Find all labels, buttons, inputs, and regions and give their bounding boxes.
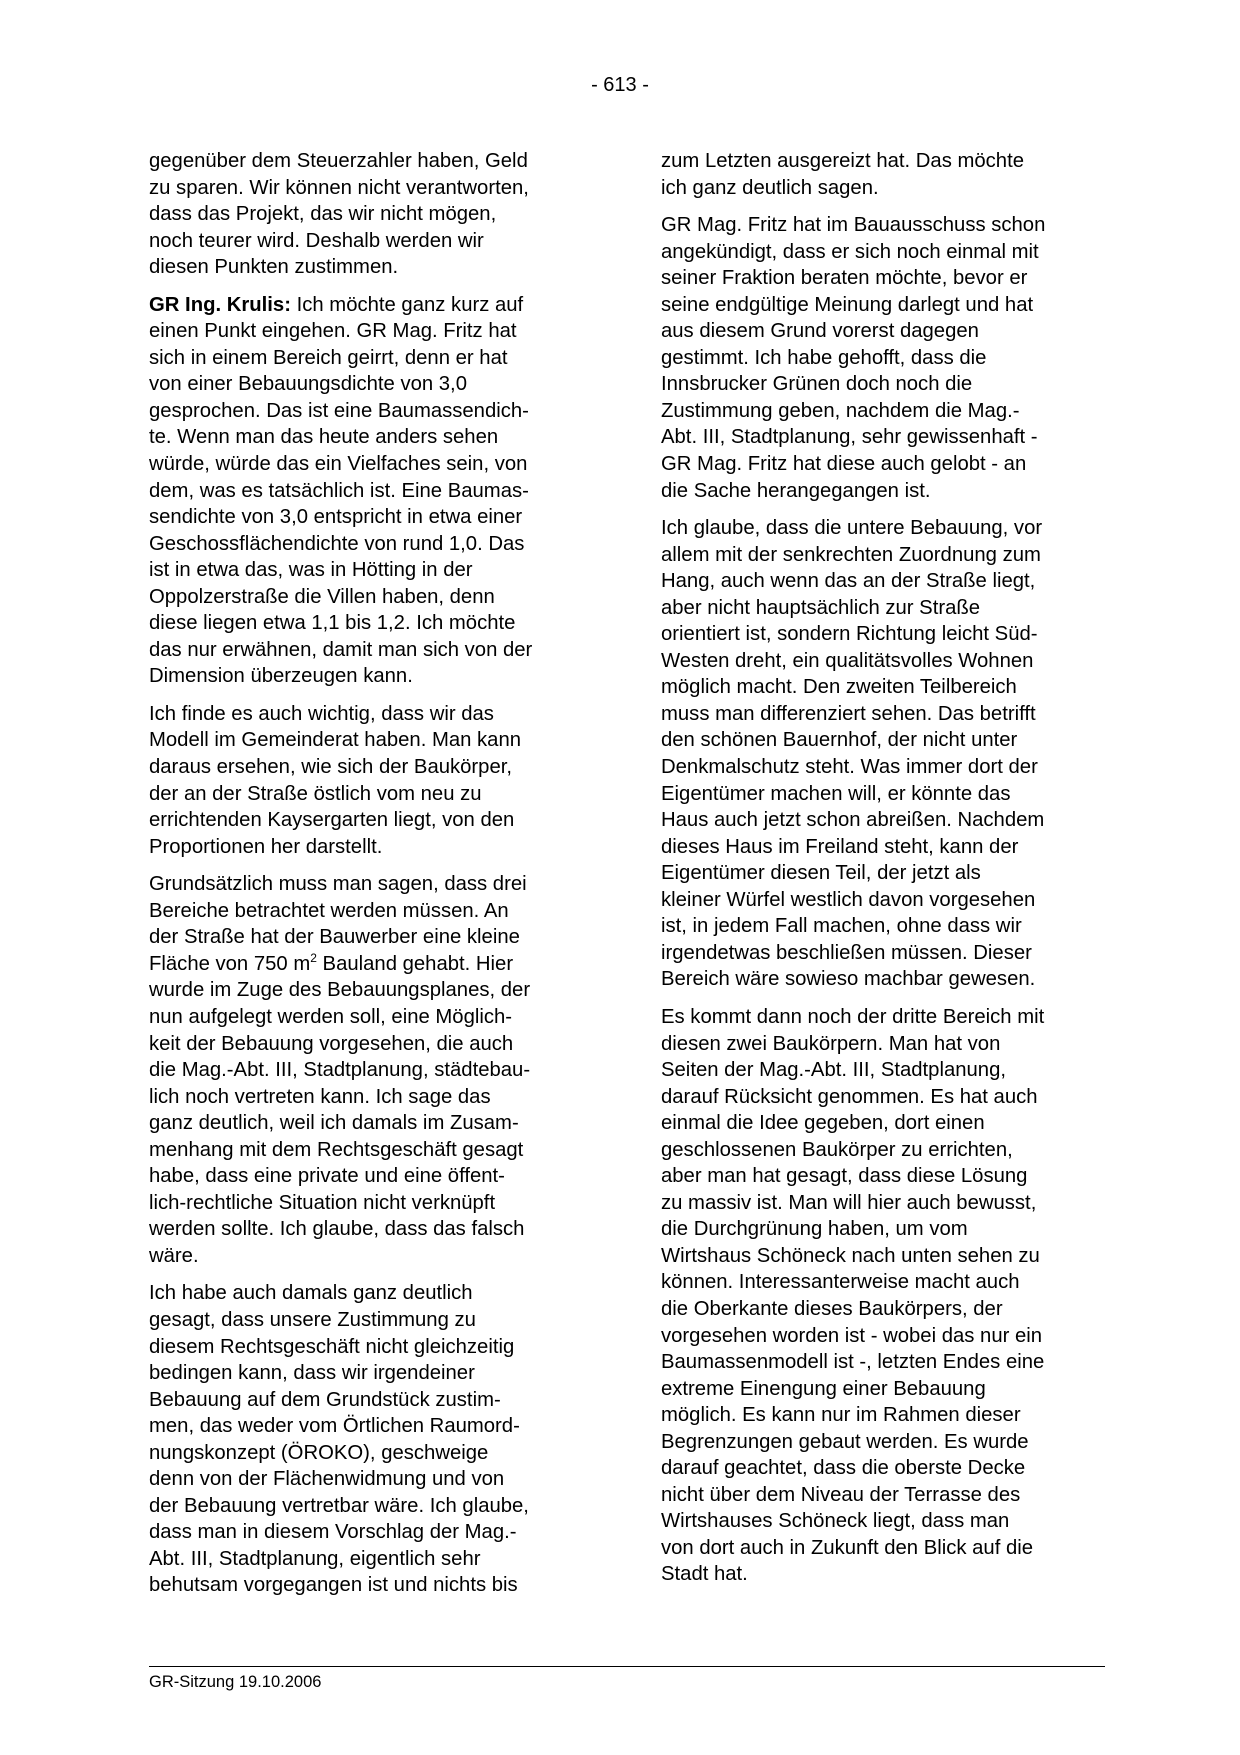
text-line: dass man in diesem Vorschlag der Mag.- — [149, 1521, 517, 1544]
text-line: dass das Projekt, das wir nicht mögen, — [149, 203, 497, 226]
text-line: Seiten der Mag.-Abt. III, Stadtplanung, — [661, 1059, 1006, 1082]
text-line: Modell im Gemeinderat haben. Man kann — [149, 729, 522, 752]
text-line: Oppolzerstraße die Villen haben, denn — [149, 585, 495, 608]
text-line: diesen zwei Baukörpern. Man hat von — [661, 1032, 1001, 1055]
text-line: kleiner Würfel westlich davon vorgesehen — [661, 888, 1036, 911]
text-line: ist, in jedem Fall machen, ohne dass wir — [661, 915, 1022, 938]
text-line: geschlossenen Baukörper zu errichten, — [661, 1138, 1013, 1161]
text-line: Zustimmung geben, nachdem die Mag.- — [661, 399, 1020, 422]
area-prefix: Fläche von 750 m — [149, 952, 311, 975]
text-line: Wirtshauses Schöneck liegt, dass man — [661, 1510, 1010, 1533]
text-line: Eigentümer machen will, er könnte das — [661, 782, 1011, 805]
text-line: Proportionen her darstellt. — [149, 835, 383, 858]
paragraph — [149, 148, 593, 281]
text-line: zum Letzten ausgereizt hat. Das möchte — [661, 150, 1024, 172]
text-line: menhang mit dem Rechtsgeschäft gesagt — [149, 1138, 524, 1161]
text-line: orientiert ist, sondern Richtung leicht Süd- — [661, 623, 1038, 646]
text-line: denn von der Flächenwidmung und von — [149, 1468, 505, 1491]
text-line: der Straße hat der Bauwerber eine kleine — [149, 926, 520, 949]
text-line: men, das weder vom Örtlichen Raumord- — [149, 1415, 520, 1438]
paragraph — [149, 1280, 593, 1599]
text-line: lich noch vertreten kann. Ich sage das — [149, 1085, 491, 1108]
text-line: Eigentümer diesen Teil, der jetzt als — [661, 862, 981, 885]
text-line: seine endgültige Meinung darlegt und hat — [661, 293, 1034, 316]
text-line: gestimmt. Ich habe gehofft, dass die — [661, 346, 987, 369]
superscript: 2 — [310, 950, 317, 965]
text-line: bedingen kann, dass wir irgendeiner — [149, 1362, 475, 1385]
paragraph — [661, 1004, 1105, 1588]
speech-text: Ich möchte ganz kurz auf — [290, 293, 524, 316]
text-line: allem mit der senkrechten Zuordnung zum — [661, 543, 1041, 566]
text-line: Ich glaube, dass die untere Bebauung, vor — [661, 517, 1043, 540]
paragraph — [149, 701, 593, 860]
text-line: Hang, auch wenn das an der Straße liegt, — [661, 570, 1036, 593]
text-line: extreme Einengung einer Bebauung — [661, 1377, 986, 1400]
text-line: wäre. — [149, 1244, 199, 1267]
text-line: einmal die Idee gegeben, dort einen — [661, 1112, 985, 1135]
text-line: Bereiche betrachtet werden müssen. An — [149, 899, 509, 922]
text-line: zu sparen. Wir können nicht verantworten, — [149, 176, 529, 199]
text-line: würde, würde das ein Vielfaches sein, von — [149, 453, 528, 476]
text-line: diesem Rechtsgeschäft nicht gleichzeitig — [149, 1335, 515, 1358]
text-line: darauf geachtet, dass die oberste Decke — [661, 1457, 1026, 1480]
text-line: ganz deutlich, weil ich damals im Zusam- — [149, 1112, 519, 1135]
text-line: werden sollte. Ich glaube, dass das falsch — [149, 1218, 525, 1241]
text-line: den schönen Bauernhof, der nicht unter — [661, 729, 1018, 752]
text-line: angekündigt, dass er sich noch einmal mit — [661, 240, 1039, 263]
text-line: te. Wenn man das heute anders sehen — [149, 426, 499, 449]
text-line: nungskonzept (ÖROKO), geschweige — [149, 1441, 489, 1464]
text-line: möglich. Es kann nur im Rahmen dieser — [661, 1404, 1021, 1427]
text-line: gegenüber dem Steuerzahler haben, Geld — [149, 150, 528, 172]
text-line: von einer Bebauungsdichte von 3,0 — [149, 373, 467, 396]
paragraph — [661, 515, 1105, 993]
text-line: die Mag.-Abt. III, Stadtplanung, städtebau- — [149, 1059, 531, 1082]
text-line: dieses Haus im Freiland steht, kann der — [661, 835, 1019, 858]
text-line: nun aufgelegt werden soll, eine Möglich- — [149, 1005, 513, 1028]
text-line: zu massiv ist. Man will hier auch bewusst, — [661, 1191, 1037, 1214]
text-line: der Bebauung vertretbar wäre. Ich glaube, — [149, 1494, 529, 1517]
text-line: noch teurer wird. Deshalb werden wir — [149, 229, 484, 252]
text-line: Geschossflächendichte von rund 1,0. Das — [149, 532, 525, 555]
text-line: diesen Punkten zustimmen. — [149, 256, 399, 279]
text-line: die Oberkante dieses Baukörpers, der — [661, 1297, 1003, 1320]
paragraph — [661, 148, 1105, 201]
text-line: diese liegen etwa 1,1 bis 1,2. Ich möchte — [149, 612, 516, 635]
page-number: - 613 - — [591, 74, 649, 96]
text-line: wurde im Zuge des Bebauungsplanes, der — [149, 979, 531, 1002]
text-line: nicht über dem Niveau der Terrasse des — [661, 1483, 1021, 1506]
text-line: muss man differenziert sehen. Das betrifft — [661, 702, 1036, 725]
text-line: Bereich wäre sowieso machbar gewesen. — [661, 968, 1036, 991]
text-line: Ich habe auch damals ganz deutlich — [149, 1282, 473, 1305]
area-suffix: Bauland gehabt. Hier — [316, 952, 514, 975]
text-line: aus diesem Grund vorerst dagegen — [661, 320, 979, 343]
text-line: ist in etwa das, was in Hötting in der — [149, 559, 473, 582]
text-line: Haus auch jetzt schon abreißen. Nachdem — [661, 809, 1045, 832]
text-line: Westen dreht, ein qualitätsvolles Wohnen — [661, 649, 1034, 672]
text-line: Abt. III, Stadtplanung, sehr gewissenhaft - — [661, 426, 1038, 449]
text-line: Es kommt dann noch der dritte Bereich mit — [661, 1005, 1045, 1028]
text-line: aber man hat gesagt, dass diese Lösung — [661, 1165, 1028, 1188]
text-line: Abt. III, Stadtplanung, eigentlich sehr — [149, 1547, 481, 1570]
text-line: Ich finde es auch wichtig, dass wir das — [149, 702, 494, 725]
text-line: Stadt hat. — [661, 1563, 748, 1586]
text-line: habe, dass eine private und eine öffent- — [149, 1165, 505, 1188]
text-line: Begrenzungen gebaut werden. Es wurde — [661, 1430, 1029, 1453]
paragraph-krulis — [149, 292, 593, 690]
text-line: daraus ersehen, wie sich der Baukörper, — [149, 756, 513, 779]
text-line: irgendetwas beschließen müssen. Dieser — [661, 941, 1032, 964]
text-line: Bebauung auf dem Grundstück zustim- — [149, 1388, 501, 1411]
text-line: dem, was es tatsächlich ist. Eine Baumas- — [149, 479, 529, 502]
text-line: vorgesehen worden ist - wobei das nur ein — [661, 1324, 1043, 1347]
text-line: ich ganz deutlich sagen. — [661, 176, 879, 199]
speaker-name: GR Ing. Krulis: — [149, 293, 291, 316]
text-line: sendichte von 3,0 entspricht in etwa einer — [149, 506, 523, 529]
text-line: Baumassenmodell ist -, letzten Endes eine — [661, 1351, 1045, 1374]
text-line: GR Mag. Fritz hat diese auch gelobt - an — [661, 453, 1027, 476]
paragraph — [661, 212, 1105, 504]
text-line: die Durchgrünung haben, um vom — [661, 1218, 968, 1241]
text-line: GR Mag. Fritz hat im Bauausschuss schon — [661, 214, 1046, 237]
text-line: Denkmalschutz steht. Was immer dort der — [661, 756, 1038, 779]
text-line: behutsam vorgegangen ist und nichts bis — [149, 1574, 518, 1597]
text-line: darauf Rücksicht genommen. Es hat auch — [661, 1085, 1038, 1108]
text-line: möglich macht. Den zweiten Teilbereich — [661, 676, 1017, 699]
text-line: sich in einem Bereich geirrt, denn er hat — [149, 346, 508, 369]
text-line: errichtenden Kaysergarten liegt, von den — [149, 809, 515, 832]
footer-divider — [149, 1666, 1105, 1667]
text-line — [149, 292, 593, 319]
text-line: der an der Straße östlich vom neu zu — [149, 782, 482, 805]
text-line: das nur erwähnen, damit man sich von der — [149, 638, 533, 661]
text-line: Wirtshaus Schöneck nach unten sehen zu — [661, 1244, 1040, 1267]
text-line: von dort auch in Zukunft den Blick auf die — [661, 1536, 1034, 1559]
paragraph — [149, 871, 593, 1269]
text-line: seiner Fraktion beraten möchte, bevor er — [661, 267, 1028, 290]
text-line: die Sache herangegangen ist. — [661, 479, 931, 502]
text-line — [149, 951, 593, 978]
text-line: Dimension überzeugen kann. — [149, 665, 413, 688]
text-line: gesprochen. Das ist eine Baumassendich- — [149, 399, 529, 422]
text-line: lich-rechtliche Situation nicht verknüpft — [149, 1191, 496, 1214]
right-column — [661, 148, 1105, 1599]
text-line: Innsbrucker Grünen doch noch die — [661, 373, 973, 396]
text-line: einen Punkt eingehen. GR Mag. Fritz hat — [149, 320, 517, 343]
footer-session-date: GR-Sitzung 19.10.2006 — [149, 1673, 322, 1691]
text-line: können. Interessanterweise macht auch — [661, 1271, 1020, 1294]
text-line: gesagt, dass unsere Zustimmung zu — [149, 1308, 476, 1331]
left-column — [149, 148, 593, 1610]
text-line: aber nicht hauptsächlich zur Straße — [661, 596, 981, 619]
text-line: keit der Bebauung vorgesehen, die auch — [149, 1032, 514, 1055]
text-line: Grundsätzlich muss man sagen, dass drei — [149, 873, 527, 896]
